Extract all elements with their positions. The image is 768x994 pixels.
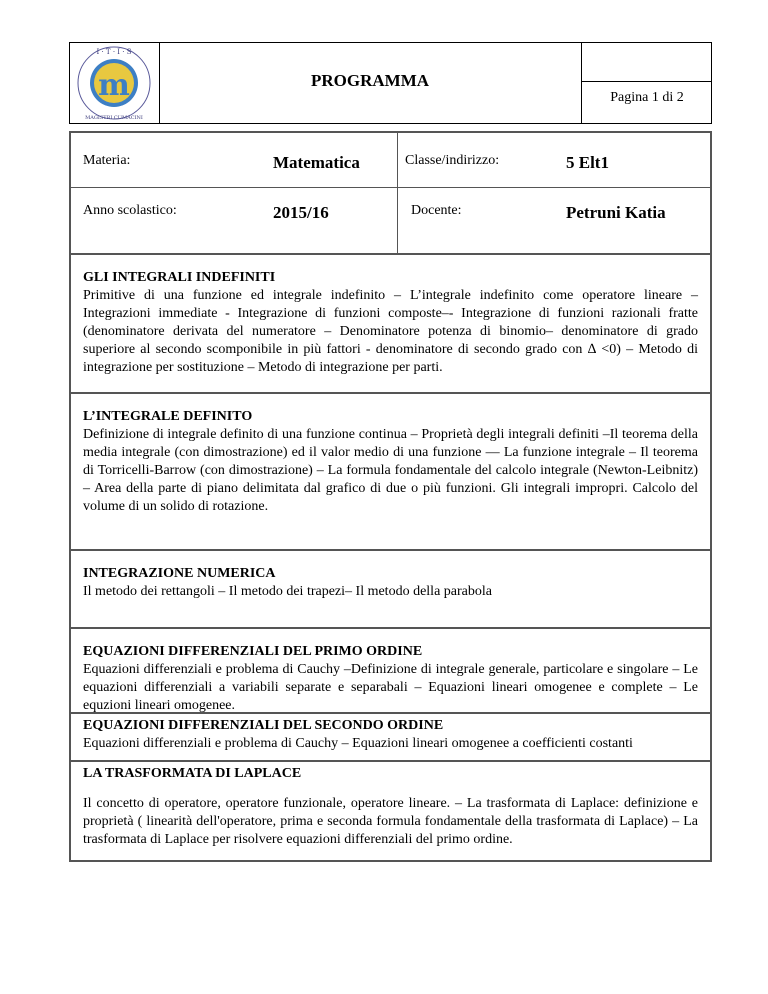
section-title: GLI INTEGRALI INDEFINITI	[83, 270, 276, 285]
section-integrazione-numerica	[69, 551, 712, 629]
section-body: Il concetto di operatore, operatore funzionale, operatore lineare. – La trasformata di Laplace: definizione e proprietà ( linearità dell'operatore, prima e seconda formula fondamentale della trasformata di Laplace) – La trasformata di Laplace per risolvere equazioni differenziali del primo ordine.	[83, 796, 698, 847]
info-row-divider	[71, 187, 710, 188]
section-trasformata-laplace	[69, 762, 712, 862]
page-title: PROGRAMMA	[310, 71, 430, 90]
section-title: EQUAZIONI DIFFERENZIALI DEL PRIMO ORDINE	[83, 644, 423, 659]
section-equazioni-secondo-ordine	[69, 714, 712, 762]
page-number: Pagina 1 di 2	[610, 90, 684, 105]
section-body: Primitive di una funzione ed integrale indefinito – L’integrale indefinito come operatore lineare – Integrazioni immediate - Integrazione di funzioni composte–- Integrazione di funzioni razionali fratte (denominatore derivata del numeratore – Denominatore potenza di binomio– denominatore di grado superiore al secondo scomponibile in più fattori - denominatore di secondo grado con ∆ <0) – Metodo di integrazione per sostituzione – Metodo di integrazione per parti.	[83, 288, 698, 375]
section-equazioni-primo-ordine	[69, 629, 712, 714]
section-title: INTEGRAZIONE NUMERICA	[83, 566, 276, 581]
docente-label: Docente:	[411, 203, 462, 218]
info-table	[69, 131, 712, 255]
section-title: LA TRASFORMATA DI LAPLACE	[83, 766, 302, 781]
svg-text:I · T · I · S: I · T · I · S	[96, 48, 132, 56]
logo-cell	[70, 43, 160, 123]
section-body: Definizione di integrale definito di una funzione continua – Proprietà degli integrali definiti –Il teorema della media integrale (con dimostrazione) ed il valor medio di una funzione — La funzione integrale – Il teorema di Torricelli-Barrow (con dimostrazione) – La formula fondamentale del calcolo integrale (Newton-Leibnitz) – Area della parte di piano delimitata dal grafico di due o più funzioni. Gli integrali impropri. Calcolo del volume di un solido di rotazione.	[83, 427, 698, 514]
classe-value: 5 Elt1	[566, 153, 609, 172]
section-integrali-indefiniti	[69, 255, 712, 394]
anno-value: 2015/16	[273, 203, 329, 222]
materia-label: Materia:	[83, 153, 131, 168]
school-logo-icon	[70, 43, 159, 123]
svg-text:m: m	[98, 68, 130, 103]
page-number-cell	[581, 43, 712, 123]
anno-label: Anno scolastico:	[83, 203, 177, 218]
section-title: EQUAZIONI DIFFERENZIALI DEL SECONDO ORDINE	[83, 718, 444, 733]
classe-label: Classe/indirizzo:	[405, 153, 500, 168]
svg-text:MAGISTRI CUMACINI: MAGISTRI CUMACINI	[85, 115, 143, 121]
cell-divider	[582, 81, 712, 82]
info-column-divider	[397, 133, 398, 253]
section-integrale-definito	[69, 394, 712, 551]
docente-value: Petruni Katia	[566, 203, 666, 222]
section-body: Equazioni differenziali e problema di Cauchy –Definizione di integrale generale, particolare e singolare – Le equazioni differenziali a variabili separate e separabali – Equazioni lineari omogenee e complete – Le equzioni lineari omogenee.	[83, 662, 698, 713]
section-body: Equazioni differenziali e problema di Cauchy – Equazioni lineari omogenee a coefficienti costanti	[83, 736, 633, 751]
section-title: L’INTEGRALE DEFINITO	[83, 409, 253, 424]
materia-value: Matematica	[273, 153, 360, 172]
document-header	[69, 42, 712, 124]
section-body: Il metodo dei rettangoli – Il metodo dei trapezi– Il metodo della parabola	[83, 584, 492, 599]
